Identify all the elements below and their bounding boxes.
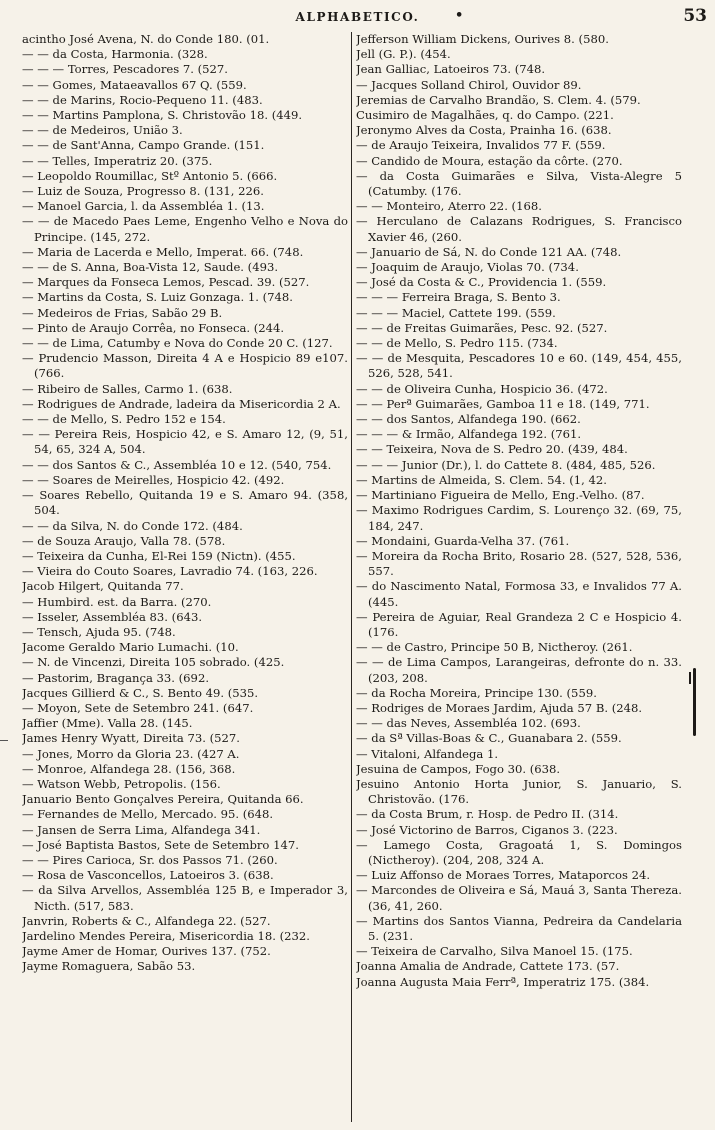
directory-entry: Jeremias de Carvalho Brandão, S. Clem. 4. (579. <box>356 92 641 107</box>
directory-entry: Jesuino Antonio Horta Junior, S. Januario, S. Christovão. (176. <box>356 776 682 807</box>
directory-entry: — Fernandes de Mello, Mercado. 95. (648. <box>22 807 274 822</box>
directory-entry: — Jones, Morro da Gloria 23. (427 A. <box>22 746 240 761</box>
directory-entry: — — Martins Pamplona, S. Christovão 18. (449. <box>22 108 303 123</box>
directory-entry: — — dos Santos, Alfandega 190. (662. <box>356 412 581 427</box>
directory-entry: — — Monteiro, Aterro 22. (168. <box>356 199 542 214</box>
directory-entry: — Jansen de Serra Lima, Alfandega 341. <box>22 822 261 837</box>
directory-entry: — — de Macedo Paes Leme, Engenho Velho e Nova do Principe. (145, 272. <box>22 214 348 244</box>
directory-entry: — — Soares de Meirelles, Hospicio 42. (492. <box>22 472 285 487</box>
directory-entry: — Candido de Moura, estação da côrte. (270. <box>356 153 623 168</box>
directory-entry: — — dos Santos & C., Assembléa 10 e 12. (540, 754. <box>22 457 332 472</box>
directory-entry: — Maximo Rodrigues Cardim, S. Lourenço 32. (69, 75, 184, 247. <box>356 503 682 533</box>
directory-entry: — da Rocha Moreira, Principe 130. (559. <box>356 685 597 700</box>
directory-entry: Jesuina de Campos, Fogo 30. (638. <box>356 761 561 776</box>
directory-entry: — Januario de Sá, N. do Conde 121 AA. (748. <box>356 244 622 259</box>
directory-entry: — — de S. Anna, Boa-Vista 12, Saude. (493. <box>22 260 279 275</box>
directory-entry: — — Pereira Reis, Hospicio 42, e S. Amaro 12, (9, 51, 54, 65, 324 A, 504. <box>22 427 348 457</box>
directory-entry: James Henry Wyatt, Direita 73. (527. <box>22 731 240 746</box>
directory-entry: — N. de Vincenzi, Direita 105 sobrado. (425. <box>22 655 285 670</box>
directory-entry: Jaffier (Mme). Valla 28. (145. <box>22 716 193 731</box>
directory-entry: — — Telles, Imperatriz 20. (375. <box>22 153 213 168</box>
directory-entry: Jell (G. P.). (454. <box>356 47 451 62</box>
page-edge-mark <box>0 740 8 741</box>
directory-entry: — do Nascimento Natal, Formosa 33, e Invalidos 77 A. (445. <box>356 579 682 609</box>
directory-entry: Janvrin, Roberts & C., Alfandega 22. (527. <box>22 913 271 928</box>
directory-entry: — — — & Irmão, Alfandega 192. (761. <box>356 427 582 442</box>
directory-entry: — Soares Rebello, Quitanda 19 e S. Amaro 94. (358, 504. <box>22 488 348 518</box>
directory-entry: — Monroe, Alfandega 28. (156, 368. <box>22 761 236 776</box>
directory-entry: — Teixeira da Cunha, El-Rei 159 (Nictn). (455. <box>22 548 296 563</box>
directory-entry: — José Baptista Bastos, Sete de Setembro 147. <box>22 837 299 852</box>
directory-entry: — — — Ferreira Braga, S. Bento 3. <box>356 290 561 305</box>
directory-entry: — da Silva Arvellos, Assembléa 125 B, e Imperador 3, Nicth. (517, 583. <box>22 883 348 913</box>
directory-entry: — de Souza Araujo, Valla 78. (578. <box>22 533 226 548</box>
directory-entry: — Luiz de Souza, Progresso 8. (131, 226. <box>22 184 264 199</box>
directory-entry: — — de Freitas Guimarães, Pesc. 92. (527. <box>356 320 608 335</box>
directory-entry: — Rodriges de Moraes Jardim, Ajuda 57 B. (248. <box>356 700 643 715</box>
directory-entry: — — de Lima Campos, Larangeiras, defronte do n. 33. (203, 208. <box>356 655 682 685</box>
column-divider <box>351 32 352 1122</box>
directory-entry: — Pinto de Araujo Corrêa, no Fonseca. (244. <box>22 320 285 335</box>
directory-entry: — Pastorim, Bragança 33. (692. <box>22 670 209 685</box>
directory-entry: — — Gomes, Mataeavallos 67 Q. (559. <box>22 77 247 92</box>
left-column <box>22 32 348 1124</box>
directory-entry: — Moreira da Rocha Brito, Rosario 28. (527, 528, 536, 557. <box>356 548 682 579</box>
directory-entry: Jayme Amer de Homar, Ourives 137. (752. <box>22 944 271 959</box>
directory-entry: — — Pires Carioca, Sr. dos Passos 71. (260. <box>22 852 278 867</box>
directory-entry: Joanna Amalia de Andrade, Cattete 173. (57. <box>356 959 620 974</box>
directory-entry: — — — Maciel, Cattete 199. (559. <box>356 305 556 320</box>
directory-entry: — Joaquim de Araujo, Violas 70. (734. <box>356 260 579 275</box>
directory-entry: — Watson Webb, Petropolis. (156. <box>22 776 221 791</box>
directory-entry: — Vitaloni, Alfandega 1. <box>356 746 499 761</box>
directory-entry: — Pereira de Aguiar, Real Grandeza 2 C e Hospicio 4. (176. <box>356 609 682 639</box>
directory-entry: — Jacques Solland Chirol, Ouvidor 89. <box>356 77 582 92</box>
margin-ink-mark-small <box>689 672 691 684</box>
directory-entry: — Humbird. est. da Barra. (270. <box>22 594 212 609</box>
directory-entry: — da Sª Villas-Boas & C., Guanabara 2. (559. <box>356 731 622 746</box>
directory-entry: — — — Torres, Pescadores 7. (527. <box>22 62 228 77</box>
directory-entry: — Ribeiro de Salles, Carmo 1. (638. <box>22 381 233 396</box>
directory-entry: Jardelino Mendes Pereira, Misericordia 18. (232. <box>22 928 310 943</box>
directory-entry: — — de Mello, S. Pedro 115. (734. <box>356 336 558 351</box>
directory-entry: — — da Silva, N. do Conde 172. (484. <box>22 518 243 533</box>
directory-entry: — Rodrigues de Andrade, ladeira da Misericordia 2 A. <box>22 396 341 411</box>
directory-entry: — Medeiros de Frias, Sabão 29 B. <box>22 305 223 320</box>
directory-entry: — Isseler, Assembléa 83. (643. <box>22 609 203 624</box>
directory-entry: acintho José Avena, N. do Conde 180. (01. <box>22 32 270 46</box>
directory-entry: — — de Castro, Principe 50 B, Nictheroy. (261. <box>356 640 633 655</box>
directory-entry: Jacob Hilgert, Quitanda 77. <box>22 579 184 594</box>
directory-entry: — Rosa de Vasconcellos, Latoeiros 3. (638. <box>22 868 274 883</box>
directory-entry: Jayme Romaguera, Sabão 53. <box>22 959 196 974</box>
page-header <box>0 6 715 30</box>
directory-entry: — — Teixeira, Nova de S. Pedro 20. (439, 484. <box>356 442 628 457</box>
directory-entry: — Vieira do Couto Soares, Lavradio 74. (163, 226. <box>22 564 318 579</box>
directory-entry: — da Costa Brum, r. Hosp. de Pedro II. (314. <box>356 807 619 822</box>
page-number: 53 <box>683 6 707 26</box>
directory-entry: — Tensch, Ajuda 95. (748. <box>22 624 176 639</box>
directory-entry: — Martins dos Santos Vianna, Pedreira da Candelaria 5. (231. <box>356 913 682 943</box>
directory-entry: — Herculano de Calazans Rodrigues, S. Francisco Xavier 46, (260. <box>356 214 682 244</box>
running-title: ALPHABETICO. <box>295 10 420 24</box>
directory-entry: — de Araujo Teixeira, Invalidos 77 F. (559. <box>356 138 606 153</box>
directory-entry: — Martiniano Figueira de Mello, Eng.-Velho. (87. <box>356 488 645 503</box>
directory-entry: — Lamego Costa, Gragoatá 1, S. Domingos (Nictheroy). (204, 208, 324 A. <box>356 837 682 867</box>
directory-entry: — — de Mello, S. Pedro 152 e 154. <box>22 412 226 427</box>
directory-entry: — Manoel Garcia, l. da Assembléa 1. (13. <box>22 199 265 214</box>
directory-entry: — — — Junior (Dr.), l. do Cattete 8. (484, 485, 526. <box>356 457 656 472</box>
directory-entry: — Teixeira de Carvalho, Silva Manoel 15. (175. <box>356 944 633 959</box>
directory-entry: — José da Costa & C., Providencia 1. (559. <box>356 275 607 290</box>
directory-entry: Jean Galliac, Latoeiros 73. (748. <box>356 62 546 77</box>
directory-entry: — da Costa Guimarães e Silva, Vista-Alegre 5 (Catumby. (176. <box>356 168 682 199</box>
directory-entry: — Moyon, Sete de Setembro 241. (647. <box>22 700 254 715</box>
directory-entry: — — de Sant'Anna, Campo Grande. (151. <box>22 138 265 153</box>
directory-entry: Joanna Augusta Maia Ferrª, Imperatriz 175. (384. <box>356 974 650 989</box>
directory-entry: — — das Neves, Assembléa 102. (693. <box>356 716 581 731</box>
directory-entry: — Martins de Almeida, S. Clem. 54. (1, 42. <box>356 472 607 487</box>
directory-entry: Jefferson William Dickens, Ourives 8. (580. <box>356 32 609 46</box>
directory-entry: Jacome Geraldo Mario Lumachi. (10. <box>22 640 239 655</box>
directory-entry: — Luiz Affonso de Moraes Torres, Mataporcos 24. <box>356 868 651 883</box>
directory-entry: — Maria de Lacerda e Mello, Imperat. 66. (748. <box>22 244 304 259</box>
header-dot: • <box>455 8 464 23</box>
directory-entry: — José Victorino de Barros, Ciganos 3. (223. <box>356 822 618 837</box>
directory-entry: — — de Medeiros, União 3. <box>22 123 183 138</box>
directory-entry: — Mondaini, Guarda-Velha 37. (761. <box>356 533 570 548</box>
directory-entry: — Martins da Costa, S. Luiz Gonzaga. 1. (748. <box>22 290 293 305</box>
directory-entry: — — de Oliveira Cunha, Hospicio 36. (472. <box>356 381 608 396</box>
directory-entry: — — de Lima, Catumby e Nova do Conde 20 C. (127. <box>22 336 333 351</box>
directory-entry: — — de Mesquita, Pescadores 10 e 60. (149, 454, 455, 526, 528, 541. <box>356 351 682 381</box>
directory-columns <box>0 32 715 1124</box>
directory-entry: Januario Bento Gonçalves Pereira, Quitanda 66. <box>22 792 304 807</box>
directory-entry: — — de Marins, Rocio-Pequeno 11. (483. <box>22 92 263 107</box>
directory-entry: — Marques da Fonseca Lemos, Pescad. 39. (527. <box>22 275 310 290</box>
directory-entry: Jacques Gillierd & C., S. Bento 49. (535. <box>22 685 259 700</box>
right-column <box>356 32 682 1124</box>
margin-ink-mark <box>693 668 696 736</box>
directory-entry: — — da Costa, Harmonia. (328. <box>22 47 208 62</box>
directory-entry: Cusimiro de Magalhães, q. do Campo. (221. <box>356 108 614 123</box>
directory-entry: — Marcondes de Oliveira e Sá, Mauá 3, Santa Thereza. (36, 41, 260. <box>356 883 682 913</box>
directory-entry: — — Perª Guimarães, Gamboa 11 e 18. (149, 771. <box>356 396 650 411</box>
directory-entry: — Prudencio Masson, Direita 4 A e Hospicio 89 e107. (766. <box>22 351 348 381</box>
directory-entry: Jeronymo Alves da Costa, Prainha 16. (638. <box>356 123 612 138</box>
directory-entry: — Leopoldo Roumillac, Stº Antonio 5. (666. <box>22 168 278 183</box>
